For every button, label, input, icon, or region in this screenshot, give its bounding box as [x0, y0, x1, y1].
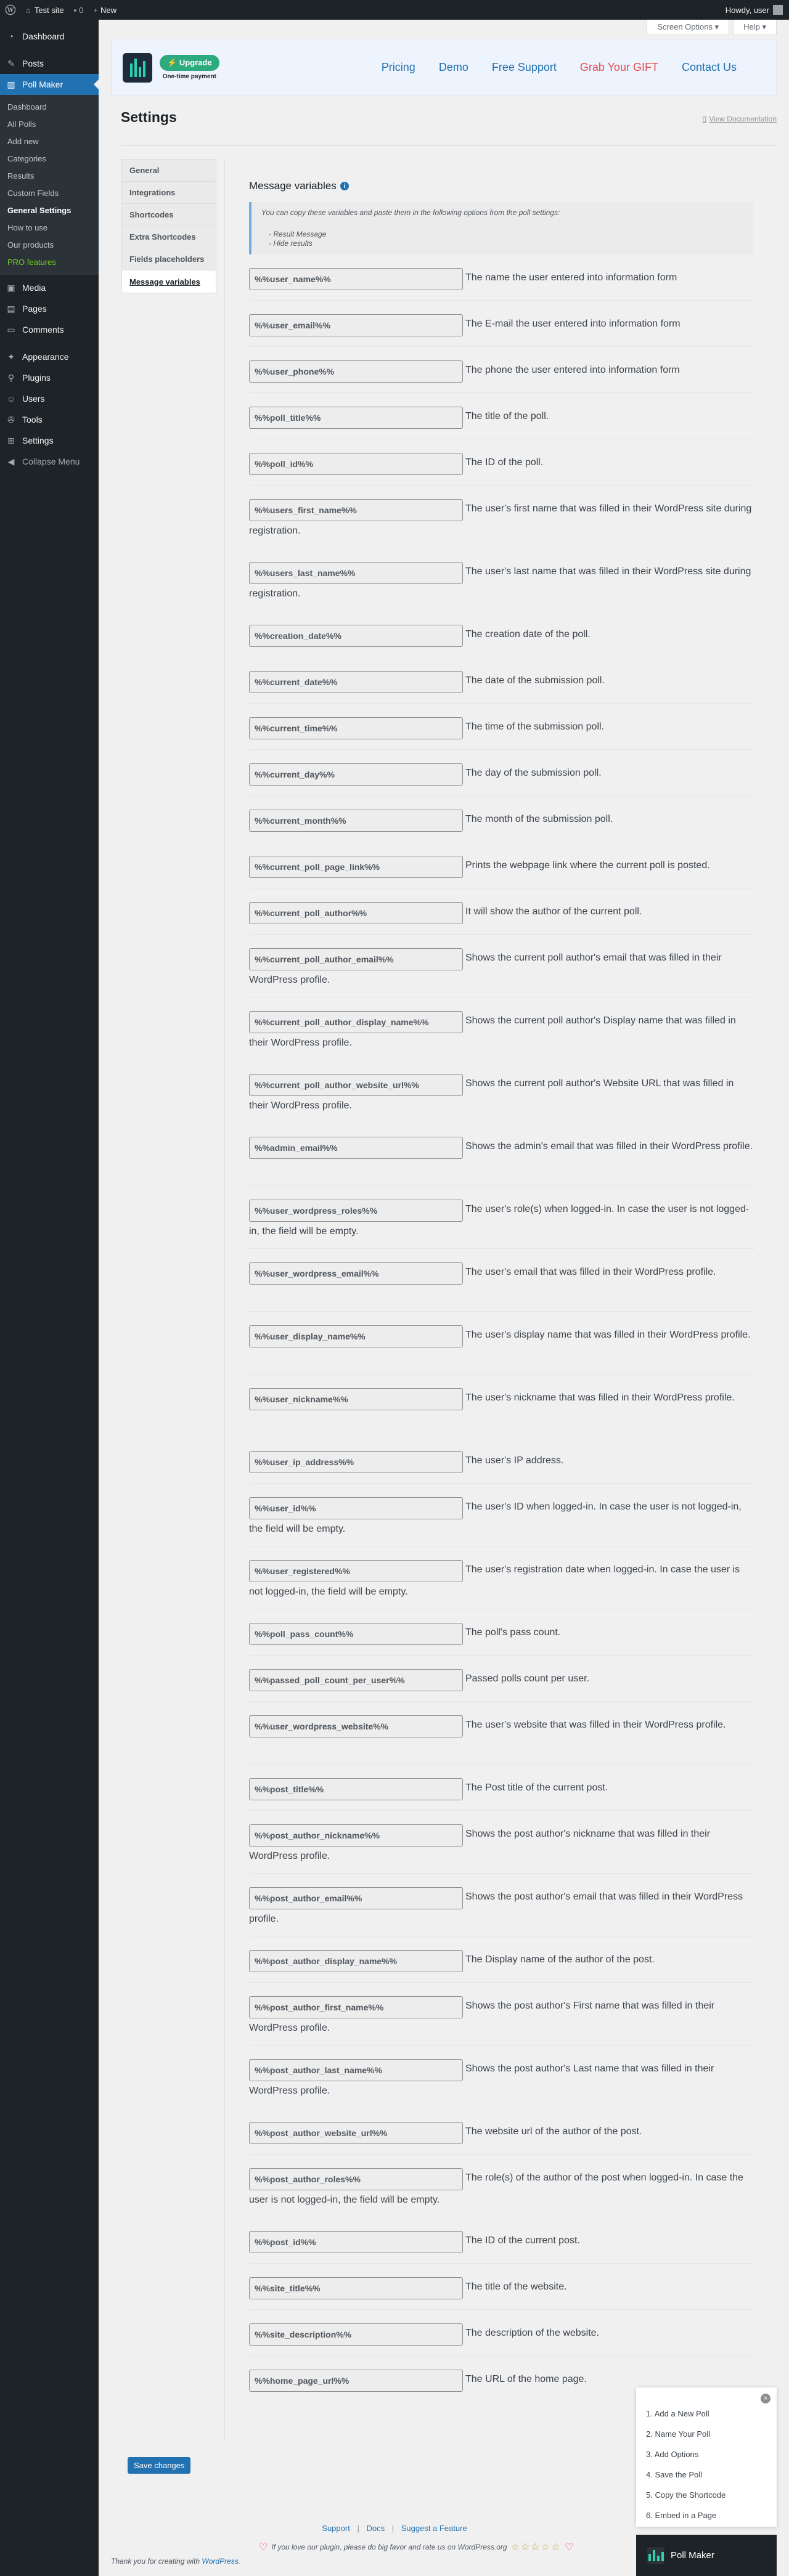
- submenu-results[interactable]: Results: [7, 171, 35, 181]
- poll-maker-logo: [647, 2547, 664, 2564]
- variable-description: The ID of the poll.: [465, 457, 544, 468]
- variable-description: It will show the author of the current poll.: [465, 906, 642, 917]
- submenu-general-settings[interactable]: General Settings: [7, 206, 72, 215]
- variable-row: [249, 1811, 754, 1874]
- comments-link[interactable]: ▪ 0: [73, 5, 84, 15]
- variable-row: [249, 2108, 754, 2155]
- collapse-icon: ◀: [7, 456, 15, 466]
- variable-input[interactable]: %%post_author_email%%: [249, 1887, 463, 1909]
- variable-description: Prints the webpage link where the current poll is posted.: [465, 860, 710, 871]
- menu-users[interactable]: ☺ Users: [0, 388, 99, 409]
- variable-description: Shows the current poll author's Display name that was filled in their WordPress profile.: [249, 1015, 736, 1048]
- variable-input[interactable]: %%post_title%%: [249, 1778, 463, 1800]
- variable-input[interactable]: %%user_phone%%: [249, 360, 463, 383]
- variable-row: [249, 611, 754, 657]
- variable-description: The user's ID when logged-in. In case the user is not logged-in, the field will be empty.: [249, 1501, 742, 1534]
- variable-description: The user's display name that was filled in their WordPress profile.: [465, 1330, 751, 1340]
- wordpress-link[interactable]: WordPress: [202, 2557, 239, 2566]
- variable-row: [249, 704, 754, 750]
- upgrade-subtitle: One-time payment: [162, 73, 216, 80]
- grab-gift-link[interactable]: Grab Your GIFT: [579, 61, 658, 73]
- submenu-dashboard[interactable]: Dashboard: [7, 102, 47, 112]
- plus-icon: +: [93, 5, 98, 15]
- variable-row: [249, 347, 754, 393]
- variable-row: [249, 842, 754, 888]
- variable-row: [249, 1060, 754, 1123]
- footer-links: Support | Docs | Suggest a Feature: [322, 2524, 467, 2533]
- variable-input[interactable]: %%post_author_display_name%%: [249, 1950, 463, 1972]
- free-support-link[interactable]: Free Support: [491, 61, 557, 73]
- variable-description: The Post title of the current post.: [465, 1782, 608, 1793]
- variable-row: [249, 2155, 754, 2217]
- tab-shortcodes[interactable]: Shortcodes: [122, 204, 216, 226]
- page-title: Settings: [121, 109, 177, 125]
- tab-integrations[interactable]: Integrations: [122, 182, 216, 204]
- variable-description: The role(s) of the author of the post when logged-in. In case the user is not logged-in, the field will be empty.: [249, 2172, 743, 2205]
- variable-input[interactable]: %%poll_title%%: [249, 407, 463, 429]
- variable-description: The user's registration date when logged-in. In case the user is not logged-in, the field will be empty.: [249, 1564, 740, 1597]
- variable-description: The user's role(s) when logged-in. In case the user is not logged-in, the field will be empty.: [249, 1204, 750, 1237]
- content-divider: [224, 159, 225, 2439]
- variable-row: [249, 750, 754, 796]
- variable-input[interactable]: %%current_poll_author_display_name%%: [249, 1011, 463, 1033]
- variable-input[interactable]: %%current_poll_author%%: [249, 902, 463, 924]
- variables-notice: You can copy these variables and paste them in the following options from the poll settings: - Result Message - Hide results: [249, 202, 753, 254]
- submenu-pro-features[interactable]: PRO features: [7, 258, 56, 267]
- variable-row: [249, 888, 754, 935]
- tab-fields-placeholders[interactable]: Fields placeholders: [122, 248, 216, 270]
- media-icon: ▣: [7, 282, 15, 293]
- variable-description: Shows the admin's email that was filled in their WordPress profile.: [465, 1141, 753, 1152]
- menu-poll-maker[interactable]: ▥ Poll Maker: [0, 74, 99, 95]
- menu-pages[interactable]: ▤ Pages: [0, 298, 99, 319]
- variable-input[interactable]: %%post_author_last_name%%: [249, 2059, 463, 2081]
- info-icon[interactable]: i: [340, 182, 349, 190]
- variable-input[interactable]: %%passed_poll_count_per_user%%: [249, 1669, 463, 1691]
- section-title: Message variables i: [249, 180, 754, 192]
- variable-description: The URL of the home page.: [465, 2374, 587, 2384]
- variable-description: The title of the poll.: [465, 411, 549, 421]
- help-button[interactable]: Help ▾: [733, 20, 777, 35]
- variable-description: The user's first name that was filled in their WordPress site during registration.: [249, 503, 752, 536]
- menu-settings[interactable]: ⊞ Settings: [0, 430, 99, 451]
- variable-description: The date of the submission poll.: [465, 675, 605, 686]
- variable-description: The month of the submission poll.: [465, 814, 613, 824]
- save-changes-button[interactable]: Save changes: [128, 2457, 190, 2474]
- guide-step[interactable]: 6. Embed in a Page: [646, 2511, 717, 2520]
- variable-description: The phone the user entered into information form: [465, 365, 680, 375]
- variable-row: [249, 1249, 754, 1312]
- variable-row: [249, 2310, 754, 2356]
- variable-row: [249, 439, 754, 486]
- variable-input[interactable]: %%creation_date%%: [249, 625, 463, 647]
- variable-description: Shows the post author's First name that was filled in their WordPress profile.: [249, 2001, 715, 2033]
- variable-description: The user's last name that was filled in their WordPress site during registration.: [249, 566, 751, 599]
- variable-row: [249, 2264, 754, 2310]
- variable-input[interactable]: %%post_id%%: [249, 2231, 463, 2253]
- menu-appearance[interactable]: ✦ Appearance: [0, 346, 99, 367]
- variable-input[interactable]: %%site_description%%: [249, 2323, 463, 2346]
- variable-description: Shows the post author's Last name that was filled in their WordPress profile.: [249, 2063, 714, 2096]
- plugins-icon: ⚲: [7, 372, 15, 383]
- variable-row: [249, 1609, 754, 1656]
- site-name-link[interactable]: ⌂ Test site: [26, 5, 64, 15]
- poll-maker-logo: [123, 53, 152, 83]
- variable-description: Shows the post author's email that was filled in their WordPress profile.: [249, 1891, 743, 1924]
- variable-row: [249, 1765, 754, 1811]
- menu-dashboard[interactable]: ◔ Dashboard: [0, 26, 99, 47]
- variable-input[interactable]: %%poll_id%%: [249, 453, 463, 475]
- variable-input[interactable]: %%user_display_name%%: [249, 1325, 463, 1347]
- variable-input[interactable]: %%current_date%%: [249, 671, 463, 693]
- menu-comments[interactable]: ▭ Comments: [0, 319, 99, 340]
- settings-tabs: [121, 159, 216, 293]
- quick-guide-popup: [636, 2387, 777, 2527]
- variable-description: The user's email that was filled in their WordPress profile.: [465, 1267, 716, 1277]
- close-icon[interactable]: ×: [761, 2394, 771, 2403]
- submenu-custom-fields[interactable]: Custom Fields: [7, 189, 59, 198]
- variable-input[interactable]: %%current_poll_author_website_url%%: [249, 1074, 463, 1096]
- submenu-add-new[interactable]: Add new: [7, 137, 39, 146]
- variable-description: The time of the submission poll.: [465, 721, 604, 732]
- collapse-menu-button[interactable]: ◀ Collapse Menu: [0, 451, 99, 472]
- variable-description: The Display name of the author of the post.: [465, 1954, 655, 1965]
- variable-input[interactable]: %%user_id%%: [249, 1497, 463, 1519]
- variable-description: The website url of the author of the post.: [465, 2126, 642, 2137]
- submenu-all-polls[interactable]: All Polls: [7, 120, 36, 129]
- appearance-icon: ✦: [7, 351, 15, 362]
- variable-input[interactable]: %%current_poll_author_email%%: [249, 948, 463, 970]
- variable-input[interactable]: %%current_time%%: [249, 717, 463, 739]
- variable-row: [249, 796, 754, 842]
- variable-row: [249, 2046, 754, 2108]
- footer-thankyou: Thank you for creating with WordPress.: [111, 2557, 241, 2566]
- variable-row: [249, 1312, 754, 1375]
- submenu-how-to-use[interactable]: How to use: [7, 223, 48, 232]
- variable-description: The name the user entered into information form: [465, 272, 677, 283]
- variable-input[interactable]: %%users_first_name%%: [249, 499, 463, 521]
- variable-row: [249, 1983, 754, 2046]
- variable-input[interactable]: %%user_wordpress_email%%: [249, 1262, 463, 1285]
- variable-input[interactable]: %%user_wordpress_website%%: [249, 1715, 463, 1737]
- support-link[interactable]: Support: [322, 2524, 350, 2533]
- avatar: [773, 5, 783, 15]
- heart-icon: ♡: [259, 2542, 268, 2553]
- variable-input[interactable]: %%post_author_nickname%%: [249, 1824, 463, 1847]
- variable-row: [249, 1484, 754, 1546]
- tools-icon: ✇: [7, 414, 15, 425]
- lightning-icon: ⚡: [167, 58, 178, 67]
- variable-input[interactable]: %%current_day%%: [249, 763, 463, 786]
- variable-description: Shows the post author's nickname that was filled in their WordPress profile.: [249, 1829, 711, 1861]
- account-menu[interactable]: Howdy, user: [726, 5, 789, 15]
- variable-row: [249, 1546, 754, 1609]
- new-content-link[interactable]: + New: [93, 5, 117, 15]
- settings-icon: ⊞: [7, 435, 15, 445]
- variable-input[interactable]: %%user_name%%: [249, 268, 463, 290]
- variable-description: The user's website that was filled in their WordPress profile.: [465, 1720, 726, 1730]
- wordpress-icon[interactable]: [0, 0, 21, 20]
- notice-item: - Hide results: [269, 239, 313, 248]
- variable-description: Passed polls count per user.: [465, 1673, 590, 1684]
- view-documentation-link[interactable]: ▯ View Documentation: [702, 115, 777, 123]
- guide-step[interactable]: 5. Copy the Shortcode: [646, 2490, 726, 2500]
- variable-row: [249, 254, 754, 301]
- dashboard-icon: ◔: [8, 31, 14, 41]
- tab-general[interactable]: General: [122, 160, 216, 182]
- pages-icon: ▤: [7, 303, 15, 314]
- banner-nav: [382, 61, 737, 74]
- upgrade-button[interactable]: ⚡ Upgrade: [160, 55, 219, 71]
- variable-input[interactable]: %%user_nickname%%: [249, 1388, 463, 1410]
- variable-description: Shows the current poll author's Website URL that was filled in their WordPress profile.: [249, 1078, 734, 1111]
- variable-description: The user's IP address.: [465, 1455, 564, 1466]
- variable-description: The title of the website.: [465, 2281, 567, 2292]
- pricing-link[interactable]: Pricing: [381, 61, 415, 73]
- variable-input[interactable]: %%post_author_website_url%%: [249, 2122, 463, 2144]
- guide-step[interactable]: 1. Add a New Poll: [646, 2409, 709, 2418]
- docs-link[interactable]: Docs: [366, 2524, 385, 2533]
- variable-row: [249, 2217, 754, 2264]
- variable-description: The day of the submission poll.: [465, 768, 602, 778]
- document-icon: ▯: [702, 115, 707, 123]
- variable-row: [249, 1702, 754, 1765]
- variable-description: The ID of the current post.: [465, 2235, 580, 2246]
- tab-extra-shortcodes[interactable]: Extra Shortcodes: [122, 226, 216, 248]
- variable-input[interactable]: %%user_ip_address%%: [249, 1451, 463, 1473]
- variable-row: [249, 486, 754, 548]
- comment-bubble-icon: ▪: [73, 5, 77, 15]
- variable-description: The poll's pass count.: [465, 1627, 561, 1638]
- variable-input[interactable]: %%user_email%%: [249, 314, 463, 336]
- notice-item: - Result Message: [269, 230, 327, 238]
- variable-input[interactable]: %%post_author_first_name%%: [249, 1996, 463, 2018]
- variable-row: [249, 1123, 754, 1186]
- rating-stars[interactable]: ☆☆☆☆☆: [510, 2542, 562, 2553]
- menu-media[interactable]: ▣ Media: [0, 277, 99, 298]
- variable-input[interactable]: %%home_page_url%%: [249, 2370, 463, 2392]
- svg-text:W: W: [7, 7, 14, 14]
- poll-maker-banner: [111, 39, 777, 96]
- rate-us-line: ♡ If you love our plugin, please do big favor and rate us on WordPress.org ☆☆☆☆☆ ♡: [259, 2542, 574, 2553]
- variable-description: The E-mail the user entered into information form: [465, 319, 681, 329]
- variable-input[interactable]: %%user_wordpress_roles%%: [249, 1200, 463, 1222]
- guide-step[interactable]: 4. Save the Poll: [646, 2470, 703, 2479]
- suggest-feature-link[interactable]: Suggest a Feature: [401, 2524, 467, 2533]
- variable-input[interactable]: %%current_month%%: [249, 810, 463, 832]
- variable-input[interactable]: %%site_title%%: [249, 2277, 463, 2299]
- variable-input[interactable]: %%admin_email%%: [249, 1137, 463, 1159]
- variable-input[interactable]: %%user_registered%%: [249, 1560, 463, 1582]
- poll-maker-icon: ▥: [7, 79, 15, 89]
- variable-row: [249, 1874, 754, 1936]
- variable-description: The user's nickname that was filled in their WordPress profile.: [465, 1392, 735, 1403]
- demo-link[interactable]: Demo: [438, 61, 468, 73]
- variable-row: [249, 935, 754, 997]
- title-divider: [121, 145, 777, 146]
- variable-description: Shows the current poll author's email that was filled in their WordPress profile.: [249, 953, 722, 985]
- variable-row: [249, 1437, 754, 1484]
- variable-row: [249, 1375, 754, 1437]
- tab-message-variables[interactable]: Message variables: [122, 270, 216, 293]
- guide-step[interactable]: 2. Name Your Poll: [646, 2429, 711, 2439]
- home-icon: ⌂: [26, 5, 31, 15]
- variable-input[interactable]: %%users_last_name%%: [249, 562, 463, 584]
- variable-row: [249, 997, 754, 1060]
- variable-row: [249, 1656, 754, 1702]
- variable-input[interactable]: %%poll_pass_count%%: [249, 1623, 463, 1645]
- variable-input[interactable]: %%current_poll_page_link%%: [249, 856, 463, 878]
- variable-row: [249, 657, 754, 704]
- variable-row: [249, 393, 754, 439]
- guide-step[interactable]: 3. Add Options: [646, 2450, 699, 2459]
- variable-row: [249, 1936, 754, 1983]
- menu-tools[interactable]: ✇ Tools: [0, 409, 99, 430]
- poll-maker-submenu: [0, 95, 99, 275]
- variables-list: [249, 254, 754, 2402]
- variable-row: [249, 548, 754, 611]
- message-variables-panel: [249, 171, 754, 2402]
- variable-row: [249, 1186, 754, 1249]
- menu-posts[interactable]: ✎ Posts: [0, 53, 99, 74]
- users-icon: ☺: [6, 394, 16, 404]
- heart-icon: ♡: [565, 2542, 574, 2553]
- variable-row: [249, 301, 754, 347]
- submenu-our-products[interactable]: Our products: [7, 240, 54, 250]
- menu-plugins[interactable]: ⚲ Plugins: [0, 367, 99, 388]
- admin-bar: [0, 0, 789, 20]
- poll-maker-guide-toggle[interactable]: Poll Maker: [636, 2535, 777, 2576]
- submenu-categories[interactable]: Categories: [7, 154, 46, 163]
- variable-description: The description of the website.: [465, 2328, 600, 2338]
- admin-sidebar: [0, 20, 99, 2576]
- posts-icon: ✎: [7, 58, 15, 68]
- screen-options-button[interactable]: Screen Options ▾: [647, 20, 729, 35]
- variable-input[interactable]: %%post_author_roles%%: [249, 2168, 463, 2190]
- contact-us-link[interactable]: Contact Us: [681, 61, 737, 73]
- comments-icon: ▭: [7, 324, 15, 335]
- variable-description: The creation date of the poll.: [465, 629, 591, 640]
- screen-meta-links: [647, 20, 777, 35]
